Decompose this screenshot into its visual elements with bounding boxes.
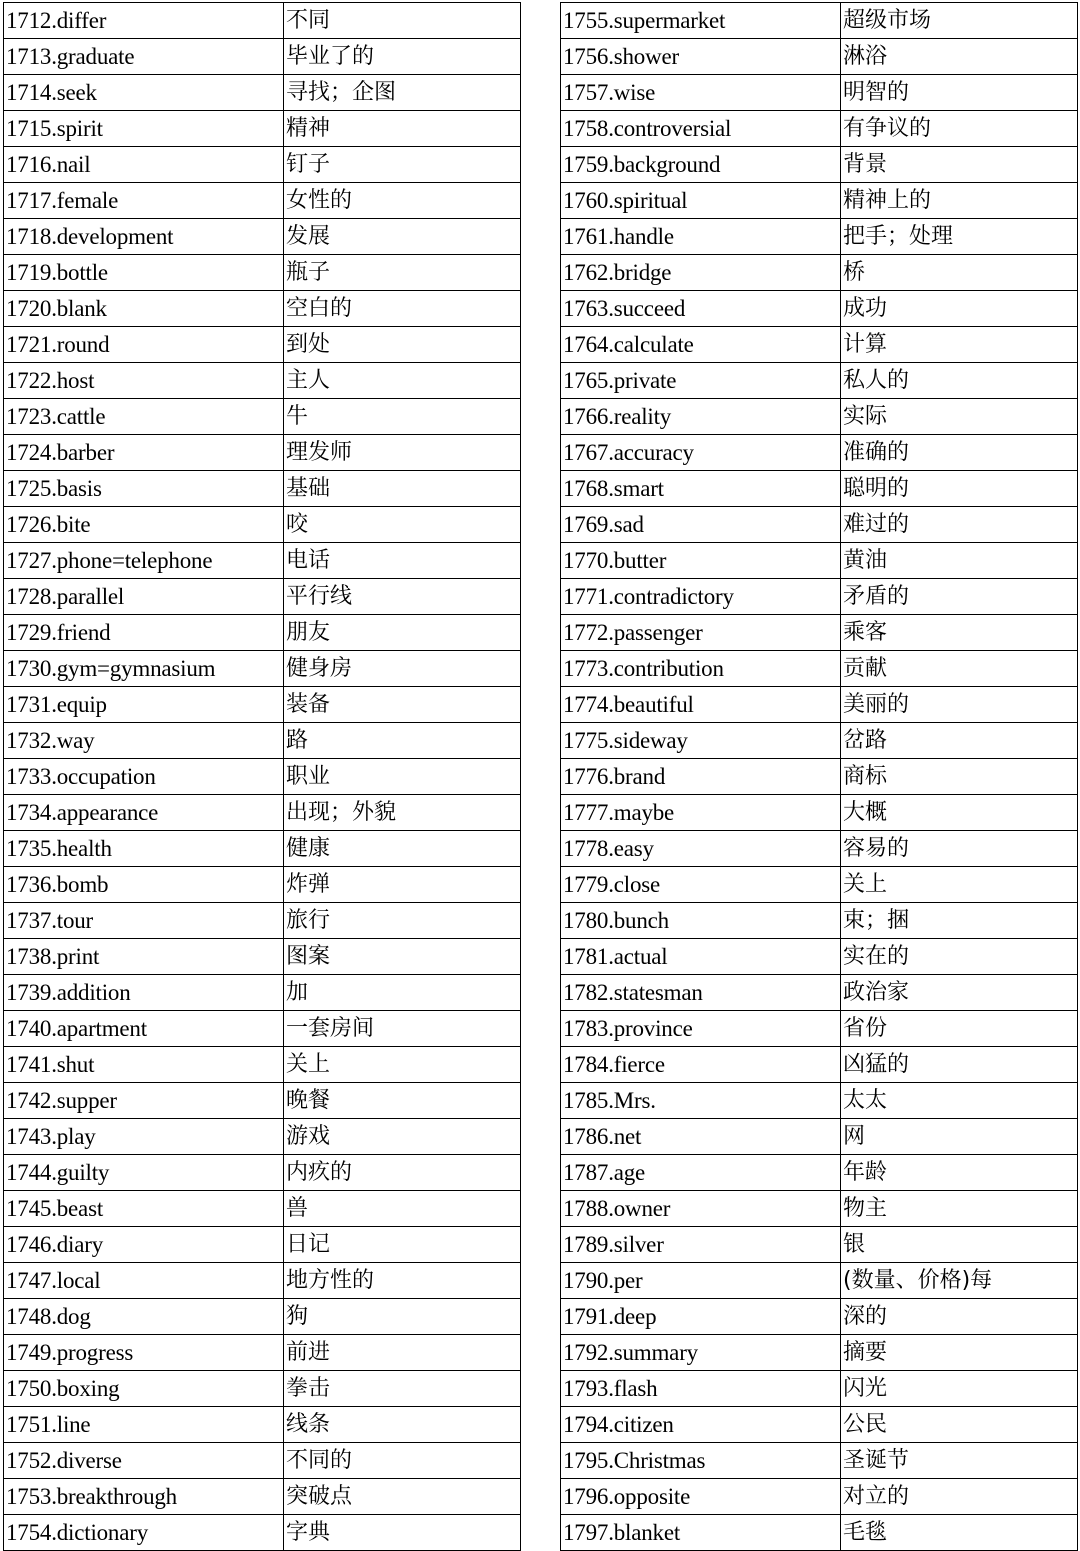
vocab-word: 1784.fierce <box>561 1047 841 1083</box>
vocab-meaning: 空白的 <box>284 291 521 327</box>
vocab-word: 1725.basis <box>4 471 284 507</box>
vocab-row <box>561 759 1078 795</box>
vocab-meaning: 淋浴 <box>841 39 1078 75</box>
vocab-word: 1774.beautiful <box>561 687 841 723</box>
vocab-word: 1744.guilty <box>4 1155 284 1191</box>
vocab-word: 1712.differ <box>4 3 284 39</box>
vocab-word: 1793.flash <box>561 1371 841 1407</box>
vocab-row <box>561 615 1078 651</box>
vocab-meaning: 不同的 <box>284 1443 521 1479</box>
vocab-word: 1762.bridge <box>561 255 841 291</box>
vocab-word: 1733.occupation <box>4 759 284 795</box>
vocab-row <box>4 219 521 255</box>
vocab-row <box>4 507 521 543</box>
vocab-meaning: 难过的 <box>841 507 1078 543</box>
vocab-meaning: 拳击 <box>284 1371 521 1407</box>
vocab-word: 1758.controversial <box>561 111 841 147</box>
vocab-meaning: 对立的 <box>841 1479 1078 1515</box>
vocab-word: 1732.way <box>4 723 284 759</box>
vocab-row <box>561 291 1078 327</box>
vocab-word: 1745.beast <box>4 1191 284 1227</box>
vocab-meaning: 平行线 <box>284 579 521 615</box>
vocab-word: 1757.wise <box>561 75 841 111</box>
vocab-meaning: 出现；外貌 <box>284 795 521 831</box>
vocab-meaning: 政治家 <box>841 975 1078 1011</box>
vocab-word: 1779.close <box>561 867 841 903</box>
vocab-row <box>561 1227 1078 1263</box>
vocab-word: 1737.tour <box>4 903 284 939</box>
vocab-meaning: 银 <box>841 1227 1078 1263</box>
vocab-row <box>4 1191 521 1227</box>
vocab-meaning: 成功 <box>841 291 1078 327</box>
vocab-meaning: 闪光 <box>841 1371 1078 1407</box>
vocab-row <box>561 1119 1078 1155</box>
vocab-row <box>561 1155 1078 1191</box>
vocab-word: 1720.blank <box>4 291 284 327</box>
vocab-table-left <box>3 2 521 1551</box>
vocab-meaning: 关上 <box>841 867 1078 903</box>
vocab-meaning: 物主 <box>841 1191 1078 1227</box>
vocab-meaning: 容易的 <box>841 831 1078 867</box>
vocab-word: 1718.development <box>4 219 284 255</box>
vocab-word: 1792.summary <box>561 1335 841 1371</box>
vocab-meaning: 贡献 <box>841 651 1078 687</box>
vocab-word: 1722.host <box>4 363 284 399</box>
vocab-meaning: 电话 <box>284 543 521 579</box>
vocab-word: 1773.contribution <box>561 651 841 687</box>
vocab-meaning: 晚餐 <box>284 1083 521 1119</box>
vocab-row <box>561 1011 1078 1047</box>
vocab-word: 1770.butter <box>561 543 841 579</box>
vocab-row <box>561 1191 1078 1227</box>
vocab-word: 1755.supermarket <box>561 3 841 39</box>
vocab-row <box>4 291 521 327</box>
vocab-row <box>4 1479 521 1515</box>
vocab-row <box>561 327 1078 363</box>
vocab-word: 1790.per <box>561 1263 841 1299</box>
vocab-meaning: 精神 <box>284 111 521 147</box>
vocab-meaning: 加 <box>284 975 521 1011</box>
vocab-row <box>561 1047 1078 1083</box>
vocab-row <box>561 1479 1078 1515</box>
vocab-row <box>4 1263 521 1299</box>
vocab-row <box>4 39 521 75</box>
vocab-meaning: 私人的 <box>841 363 1078 399</box>
vocab-meaning: 旅行 <box>284 903 521 939</box>
vocab-word: 1727.phone=telephone <box>4 543 284 579</box>
vocab-row <box>4 1515 521 1551</box>
vocab-meaning: 关上 <box>284 1047 521 1083</box>
vocab-row <box>561 903 1078 939</box>
vocab-row <box>561 399 1078 435</box>
vocab-word: 1731.equip <box>4 687 284 723</box>
vocab-meaning: 实在的 <box>841 939 1078 975</box>
vocab-word: 1747.local <box>4 1263 284 1299</box>
vocab-row <box>561 1083 1078 1119</box>
vocab-word: 1782.statesman <box>561 975 841 1011</box>
vocab-row <box>561 507 1078 543</box>
vocab-word: 1716.nail <box>4 147 284 183</box>
vocab-meaning: 岔路 <box>841 723 1078 759</box>
vocab-word: 1741.shut <box>4 1047 284 1083</box>
vocab-row <box>4 867 521 903</box>
vocab-meaning: 职业 <box>284 759 521 795</box>
vocab-meaning: 炸弹 <box>284 867 521 903</box>
vocab-meaning: 咬 <box>284 507 521 543</box>
vocab-row <box>4 327 521 363</box>
vocab-word: 1754.dictionary <box>4 1515 284 1551</box>
vocab-word: 1735.health <box>4 831 284 867</box>
vocab-row <box>561 939 1078 975</box>
vocab-meaning: 毕业了的 <box>284 39 521 75</box>
vocab-row <box>561 1263 1078 1299</box>
vocab-row <box>4 615 521 651</box>
vocab-row <box>4 543 521 579</box>
vocab-meaning: 字典 <box>284 1515 521 1551</box>
vocab-row <box>561 831 1078 867</box>
vocab-meaning: 桥 <box>841 255 1078 291</box>
vocab-meaning: 突破点 <box>284 1479 521 1515</box>
vocab-word: 1715.spirit <box>4 111 284 147</box>
vocab-row <box>561 147 1078 183</box>
vocab-meaning: 摘要 <box>841 1335 1078 1371</box>
vocab-word: 1775.sideway <box>561 723 841 759</box>
vocab-meaning: 大概 <box>841 795 1078 831</box>
vocab-meaning: 寻找；企图 <box>284 75 521 111</box>
vocab-meaning: 束；捆 <box>841 903 1078 939</box>
vocab-word: 1751.line <box>4 1407 284 1443</box>
vocab-row <box>4 1155 521 1191</box>
vocab-meaning: 聪明的 <box>841 471 1078 507</box>
vocab-meaning: 圣诞节 <box>841 1443 1078 1479</box>
vocab-row <box>4 831 521 867</box>
vocab-row <box>4 687 521 723</box>
vocab-word: 1780.bunch <box>561 903 841 939</box>
vocab-meaning: 省份 <box>841 1011 1078 1047</box>
vocab-meaning: 矛盾的 <box>841 579 1078 615</box>
vocab-row <box>4 579 521 615</box>
vocab-table-right-body <box>561 3 1078 1551</box>
vocab-meaning: 明智的 <box>841 75 1078 111</box>
vocab-word: 1721.round <box>4 327 284 363</box>
vocab-word: 1730.gym=gymnasium <box>4 651 284 687</box>
vocab-table-left-body <box>4 3 521 1551</box>
vocab-row <box>561 867 1078 903</box>
vocab-word: 1777.maybe <box>561 795 841 831</box>
vocab-word: 1723.cattle <box>4 399 284 435</box>
vocab-meaning: 装备 <box>284 687 521 723</box>
vocab-word: 1778.easy <box>561 831 841 867</box>
vocab-word: 1728.parallel <box>4 579 284 615</box>
vocab-row <box>561 543 1078 579</box>
vocab-row <box>4 1119 521 1155</box>
vocab-row <box>4 975 521 1011</box>
vocab-row <box>561 579 1078 615</box>
vocab-word: 1786.net <box>561 1119 841 1155</box>
vocab-word: 1791.deep <box>561 1299 841 1335</box>
vocab-row <box>4 759 521 795</box>
vocab-word: 1785.Mrs. <box>561 1083 841 1119</box>
vocab-word: 1795.Christmas <box>561 1443 841 1479</box>
vocab-row <box>561 687 1078 723</box>
vocab-word: 1794.citizen <box>561 1407 841 1443</box>
vocab-meaning: 毛毯 <box>841 1515 1078 1551</box>
vocab-row <box>561 75 1078 111</box>
vocab-word: 1771.contradictory <box>561 579 841 615</box>
vocab-meaning: 公民 <box>841 1407 1078 1443</box>
vocab-word: 1787.age <box>561 1155 841 1191</box>
vocab-row <box>4 1227 521 1263</box>
vocab-word: 1760.spiritual <box>561 183 841 219</box>
vocab-row <box>561 3 1078 39</box>
vocab-word: 1765.private <box>561 363 841 399</box>
vocab-word: 1749.progress <box>4 1335 284 1371</box>
vocab-meaning: 理发师 <box>284 435 521 471</box>
vocab-word: 1781.actual <box>561 939 841 975</box>
vocab-row <box>4 723 521 759</box>
vocab-word: 1729.friend <box>4 615 284 651</box>
vocab-meaning: 年龄 <box>841 1155 1078 1191</box>
vocab-word: 1789.silver <box>561 1227 841 1263</box>
vocab-row <box>4 795 521 831</box>
vocab-row <box>4 147 521 183</box>
vocab-meaning: 深的 <box>841 1299 1078 1335</box>
vocab-row <box>4 183 521 219</box>
vocab-row <box>4 939 521 975</box>
vocab-meaning: 健身房 <box>284 651 521 687</box>
vocab-row <box>4 471 521 507</box>
vocab-row <box>561 1407 1078 1443</box>
vocab-word: 1766.reality <box>561 399 841 435</box>
vocab-word: 1768.smart <box>561 471 841 507</box>
vocab-row <box>561 255 1078 291</box>
vocab-table-right <box>560 2 1078 1551</box>
vocab-meaning: 发展 <box>284 219 521 255</box>
vocab-meaning: 商标 <box>841 759 1078 795</box>
vocab-row <box>561 1443 1078 1479</box>
vocab-meaning: 日记 <box>284 1227 521 1263</box>
vocab-word: 1748.dog <box>4 1299 284 1335</box>
vocab-meaning: 一套房间 <box>284 1011 521 1047</box>
vocab-row <box>561 1335 1078 1371</box>
vocab-meaning: 前进 <box>284 1335 521 1371</box>
vocab-row <box>4 1371 521 1407</box>
vocab-meaning: 游戏 <box>284 1119 521 1155</box>
vocab-row <box>4 651 521 687</box>
vocab-meaning: 不同 <box>284 3 521 39</box>
vocab-word: 1761.handle <box>561 219 841 255</box>
vocab-meaning: 女性的 <box>284 183 521 219</box>
vocab-word: 1743.play <box>4 1119 284 1155</box>
vocab-row <box>4 1083 521 1119</box>
vocab-meaning: 牛 <box>284 399 521 435</box>
vocab-meaning: 瓶子 <box>284 255 521 291</box>
vocab-meaning: 网 <box>841 1119 1078 1155</box>
vocab-row <box>4 1011 521 1047</box>
vocab-word: 1783.province <box>561 1011 841 1047</box>
vocab-meaning: 路 <box>284 723 521 759</box>
vocab-word: 1752.diverse <box>4 1443 284 1479</box>
vocab-word: 1739.addition <box>4 975 284 1011</box>
vocab-meaning: 图案 <box>284 939 521 975</box>
vocab-row <box>4 3 521 39</box>
vocab-word: 1726.bite <box>4 507 284 543</box>
vocab-row <box>4 435 521 471</box>
vocab-meaning: 狗 <box>284 1299 521 1335</box>
vocab-word: 1738.print <box>4 939 284 975</box>
vocab-row <box>4 903 521 939</box>
vocab-meaning: 凶猛的 <box>841 1047 1078 1083</box>
vocab-row <box>561 1299 1078 1335</box>
vocab-meaning: 实际 <box>841 399 1078 435</box>
vocab-row <box>561 1515 1078 1551</box>
vocab-meaning: 内疚的 <box>284 1155 521 1191</box>
vocab-row <box>4 1047 521 1083</box>
vocab-meaning: (数量、价格)每 <box>841 1263 1078 1299</box>
vocab-row <box>4 75 521 111</box>
vocab-row <box>4 255 521 291</box>
vocab-row <box>4 363 521 399</box>
vocab-row <box>4 1407 521 1443</box>
vocab-meaning: 背景 <box>841 147 1078 183</box>
vocab-meaning: 钉子 <box>284 147 521 183</box>
vocab-row <box>561 39 1078 75</box>
vocab-word: 1772.passenger <box>561 615 841 651</box>
vocab-meaning: 美丽的 <box>841 687 1078 723</box>
vocab-word: 1742.supper <box>4 1083 284 1119</box>
vocab-meaning: 有争议的 <box>841 111 1078 147</box>
vocab-row <box>561 219 1078 255</box>
vocab-word: 1769.sad <box>561 507 841 543</box>
vocab-meaning: 主人 <box>284 363 521 399</box>
vocab-word: 1736.bomb <box>4 867 284 903</box>
vocab-word: 1717.female <box>4 183 284 219</box>
vocab-word: 1713.graduate <box>4 39 284 75</box>
vocab-row <box>561 471 1078 507</box>
vocab-word: 1767.accuracy <box>561 435 841 471</box>
vocab-row <box>4 1335 521 1371</box>
vocab-meaning: 精神上的 <box>841 183 1078 219</box>
vocab-row <box>4 111 521 147</box>
vocab-meaning: 地方性的 <box>284 1263 521 1299</box>
vocab-row <box>561 363 1078 399</box>
vocab-word: 1740.apartment <box>4 1011 284 1047</box>
vocab-row <box>561 183 1078 219</box>
vocab-word: 1797.blanket <box>561 1515 841 1551</box>
vocab-meaning: 把手；处理 <box>841 219 1078 255</box>
vocab-meaning: 线条 <box>284 1407 521 1443</box>
vocab-meaning: 兽 <box>284 1191 521 1227</box>
vocab-word: 1788.owner <box>561 1191 841 1227</box>
vocab-word: 1746.diary <box>4 1227 284 1263</box>
vocab-word: 1796.opposite <box>561 1479 841 1515</box>
vocab-row <box>561 723 1078 759</box>
vocab-meaning: 健康 <box>284 831 521 867</box>
vocab-word: 1756.shower <box>561 39 841 75</box>
vocab-row <box>561 651 1078 687</box>
vocab-word: 1764.calculate <box>561 327 841 363</box>
vocab-word: 1719.bottle <box>4 255 284 291</box>
vocab-row <box>561 1371 1078 1407</box>
vocab-meaning: 太太 <box>841 1083 1078 1119</box>
vocab-word: 1724.barber <box>4 435 284 471</box>
vocab-meaning: 超级市场 <box>841 3 1078 39</box>
vocab-meaning: 朋友 <box>284 615 521 651</box>
vocab-meaning: 到处 <box>284 327 521 363</box>
vocab-row <box>561 975 1078 1011</box>
vocab-row <box>561 111 1078 147</box>
vocab-word: 1734.appearance <box>4 795 284 831</box>
vocab-meaning: 黄油 <box>841 543 1078 579</box>
vocab-row <box>4 1443 521 1479</box>
vocab-word: 1759.background <box>561 147 841 183</box>
vocab-meaning: 准确的 <box>841 435 1078 471</box>
vocab-word: 1714.seek <box>4 75 284 111</box>
vocab-word: 1750.boxing <box>4 1371 284 1407</box>
vocab-word: 1763.succeed <box>561 291 841 327</box>
vocab-row <box>561 435 1078 471</box>
vocab-word: 1776.brand <box>561 759 841 795</box>
vocab-meaning: 计算 <box>841 327 1078 363</box>
vocab-meaning: 乘客 <box>841 615 1078 651</box>
vocab-row <box>4 399 521 435</box>
vocab-meaning: 基础 <box>284 471 521 507</box>
vocab-row <box>561 795 1078 831</box>
vocab-word: 1753.breakthrough <box>4 1479 284 1515</box>
vocab-row <box>4 1299 521 1335</box>
